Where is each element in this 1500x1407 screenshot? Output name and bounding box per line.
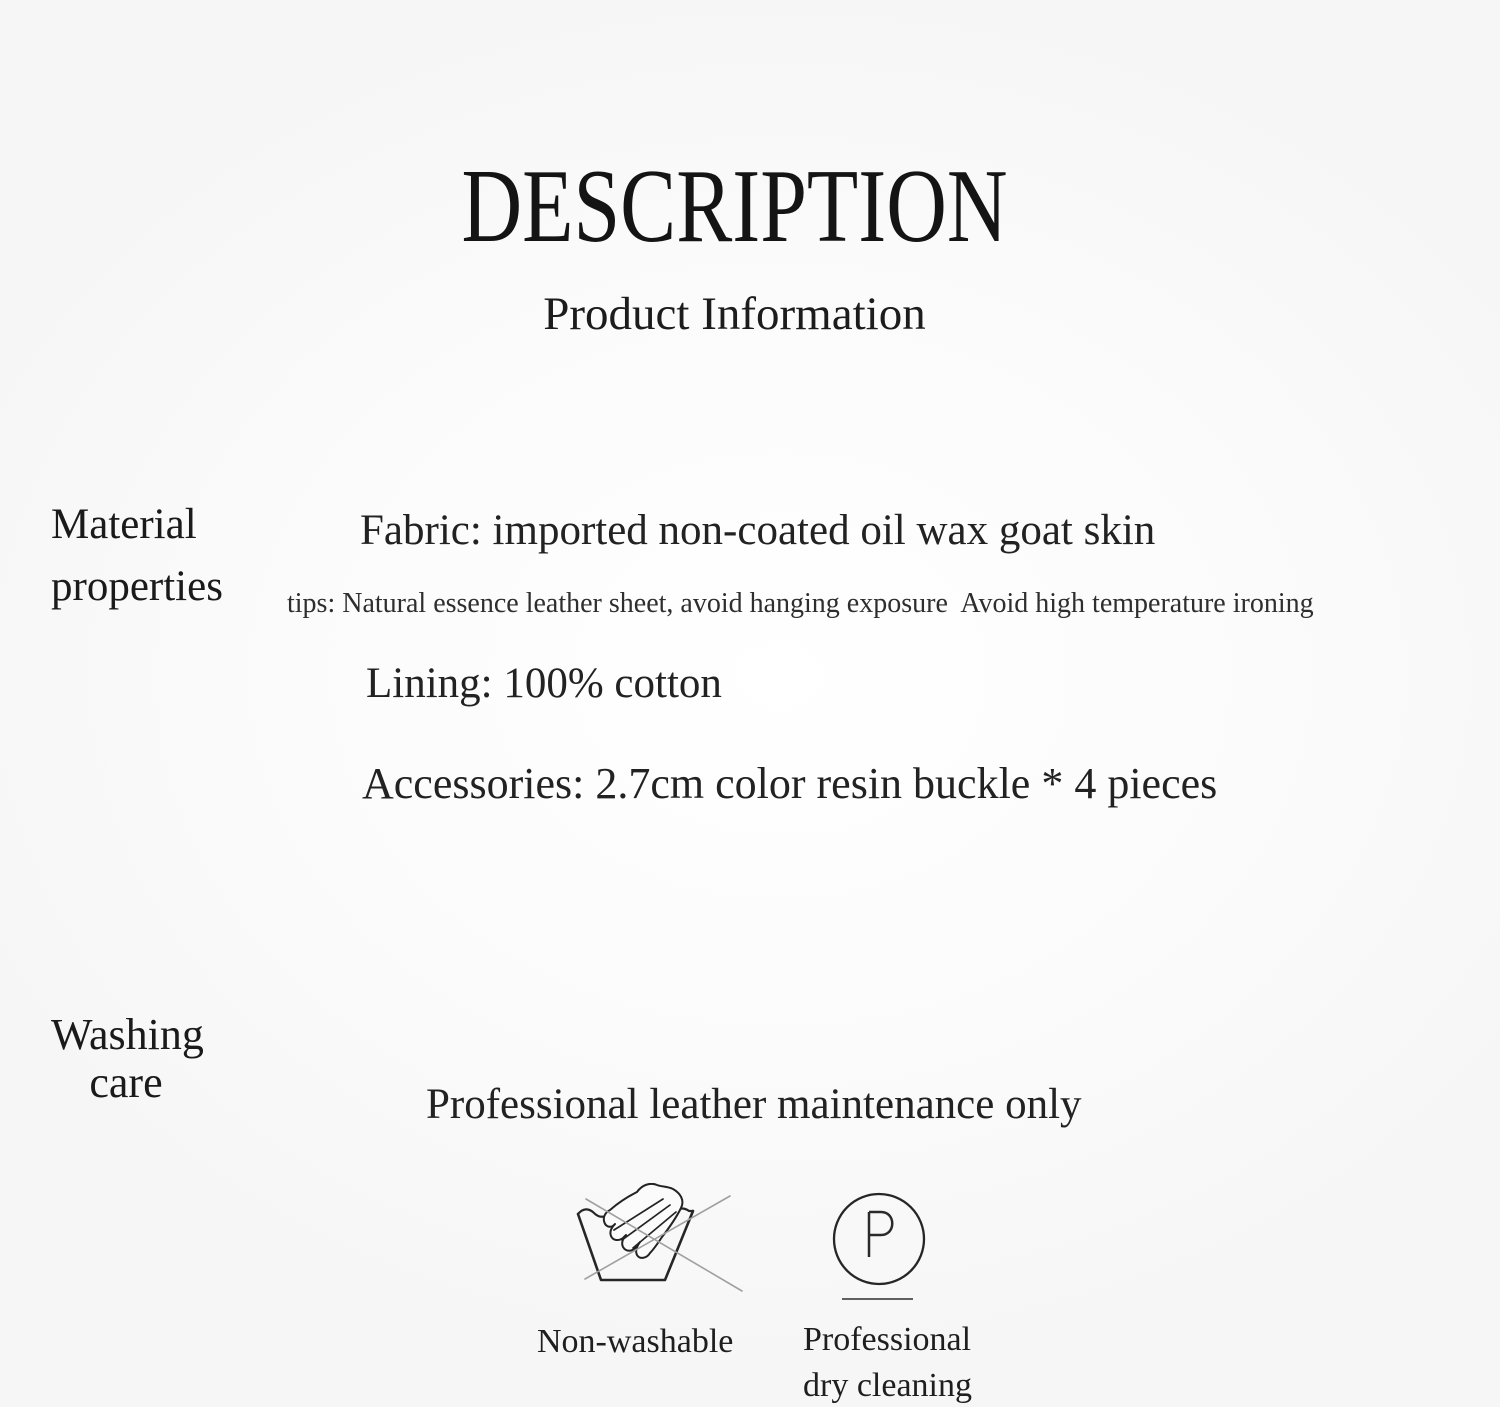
dry-clean-circle-icon xyxy=(834,1194,924,1284)
p-letter xyxy=(869,1212,892,1257)
care-symbol-label-dry-cleaning xyxy=(803,1317,1063,1407)
tips-line: tips: Natural essence leather sheet, avoid hanging exposure Avoid high temperature ironing xyxy=(287,588,1314,619)
non-washable-icon xyxy=(570,1183,748,1295)
dry-cleaning-label-line1: Professional xyxy=(803,1321,972,1358)
maintenance-note: Professional leather maintenance only xyxy=(426,1081,1082,1128)
care-symbol-label-non-washable: Non-washable xyxy=(537,1323,734,1360)
material-label-line1: Material xyxy=(51,501,197,548)
washing-label-line2: care xyxy=(89,1058,163,1107)
lining-line: Lining: 100% cotton xyxy=(366,660,722,707)
professional-dry-cleaning-icon xyxy=(830,1190,930,1305)
washing-care-label xyxy=(51,1010,204,1107)
page-subtitle: Product Information xyxy=(543,288,926,340)
fabric-line: Fabric: imported non-coated oil wax goat skin xyxy=(360,507,1156,554)
washing-label-line1: Washing xyxy=(51,1010,204,1059)
material-properties-label xyxy=(51,494,251,618)
dry-cleaning-label-line2: dry cleaning xyxy=(803,1367,972,1404)
accessories-line: Accessories: 2.7cm color resin buckle * 4 pieces xyxy=(362,759,1218,808)
page-title: DESCRIPTION xyxy=(461,147,1008,264)
hand-icon xyxy=(604,1184,683,1258)
material-label-line2: properties xyxy=(51,563,223,610)
